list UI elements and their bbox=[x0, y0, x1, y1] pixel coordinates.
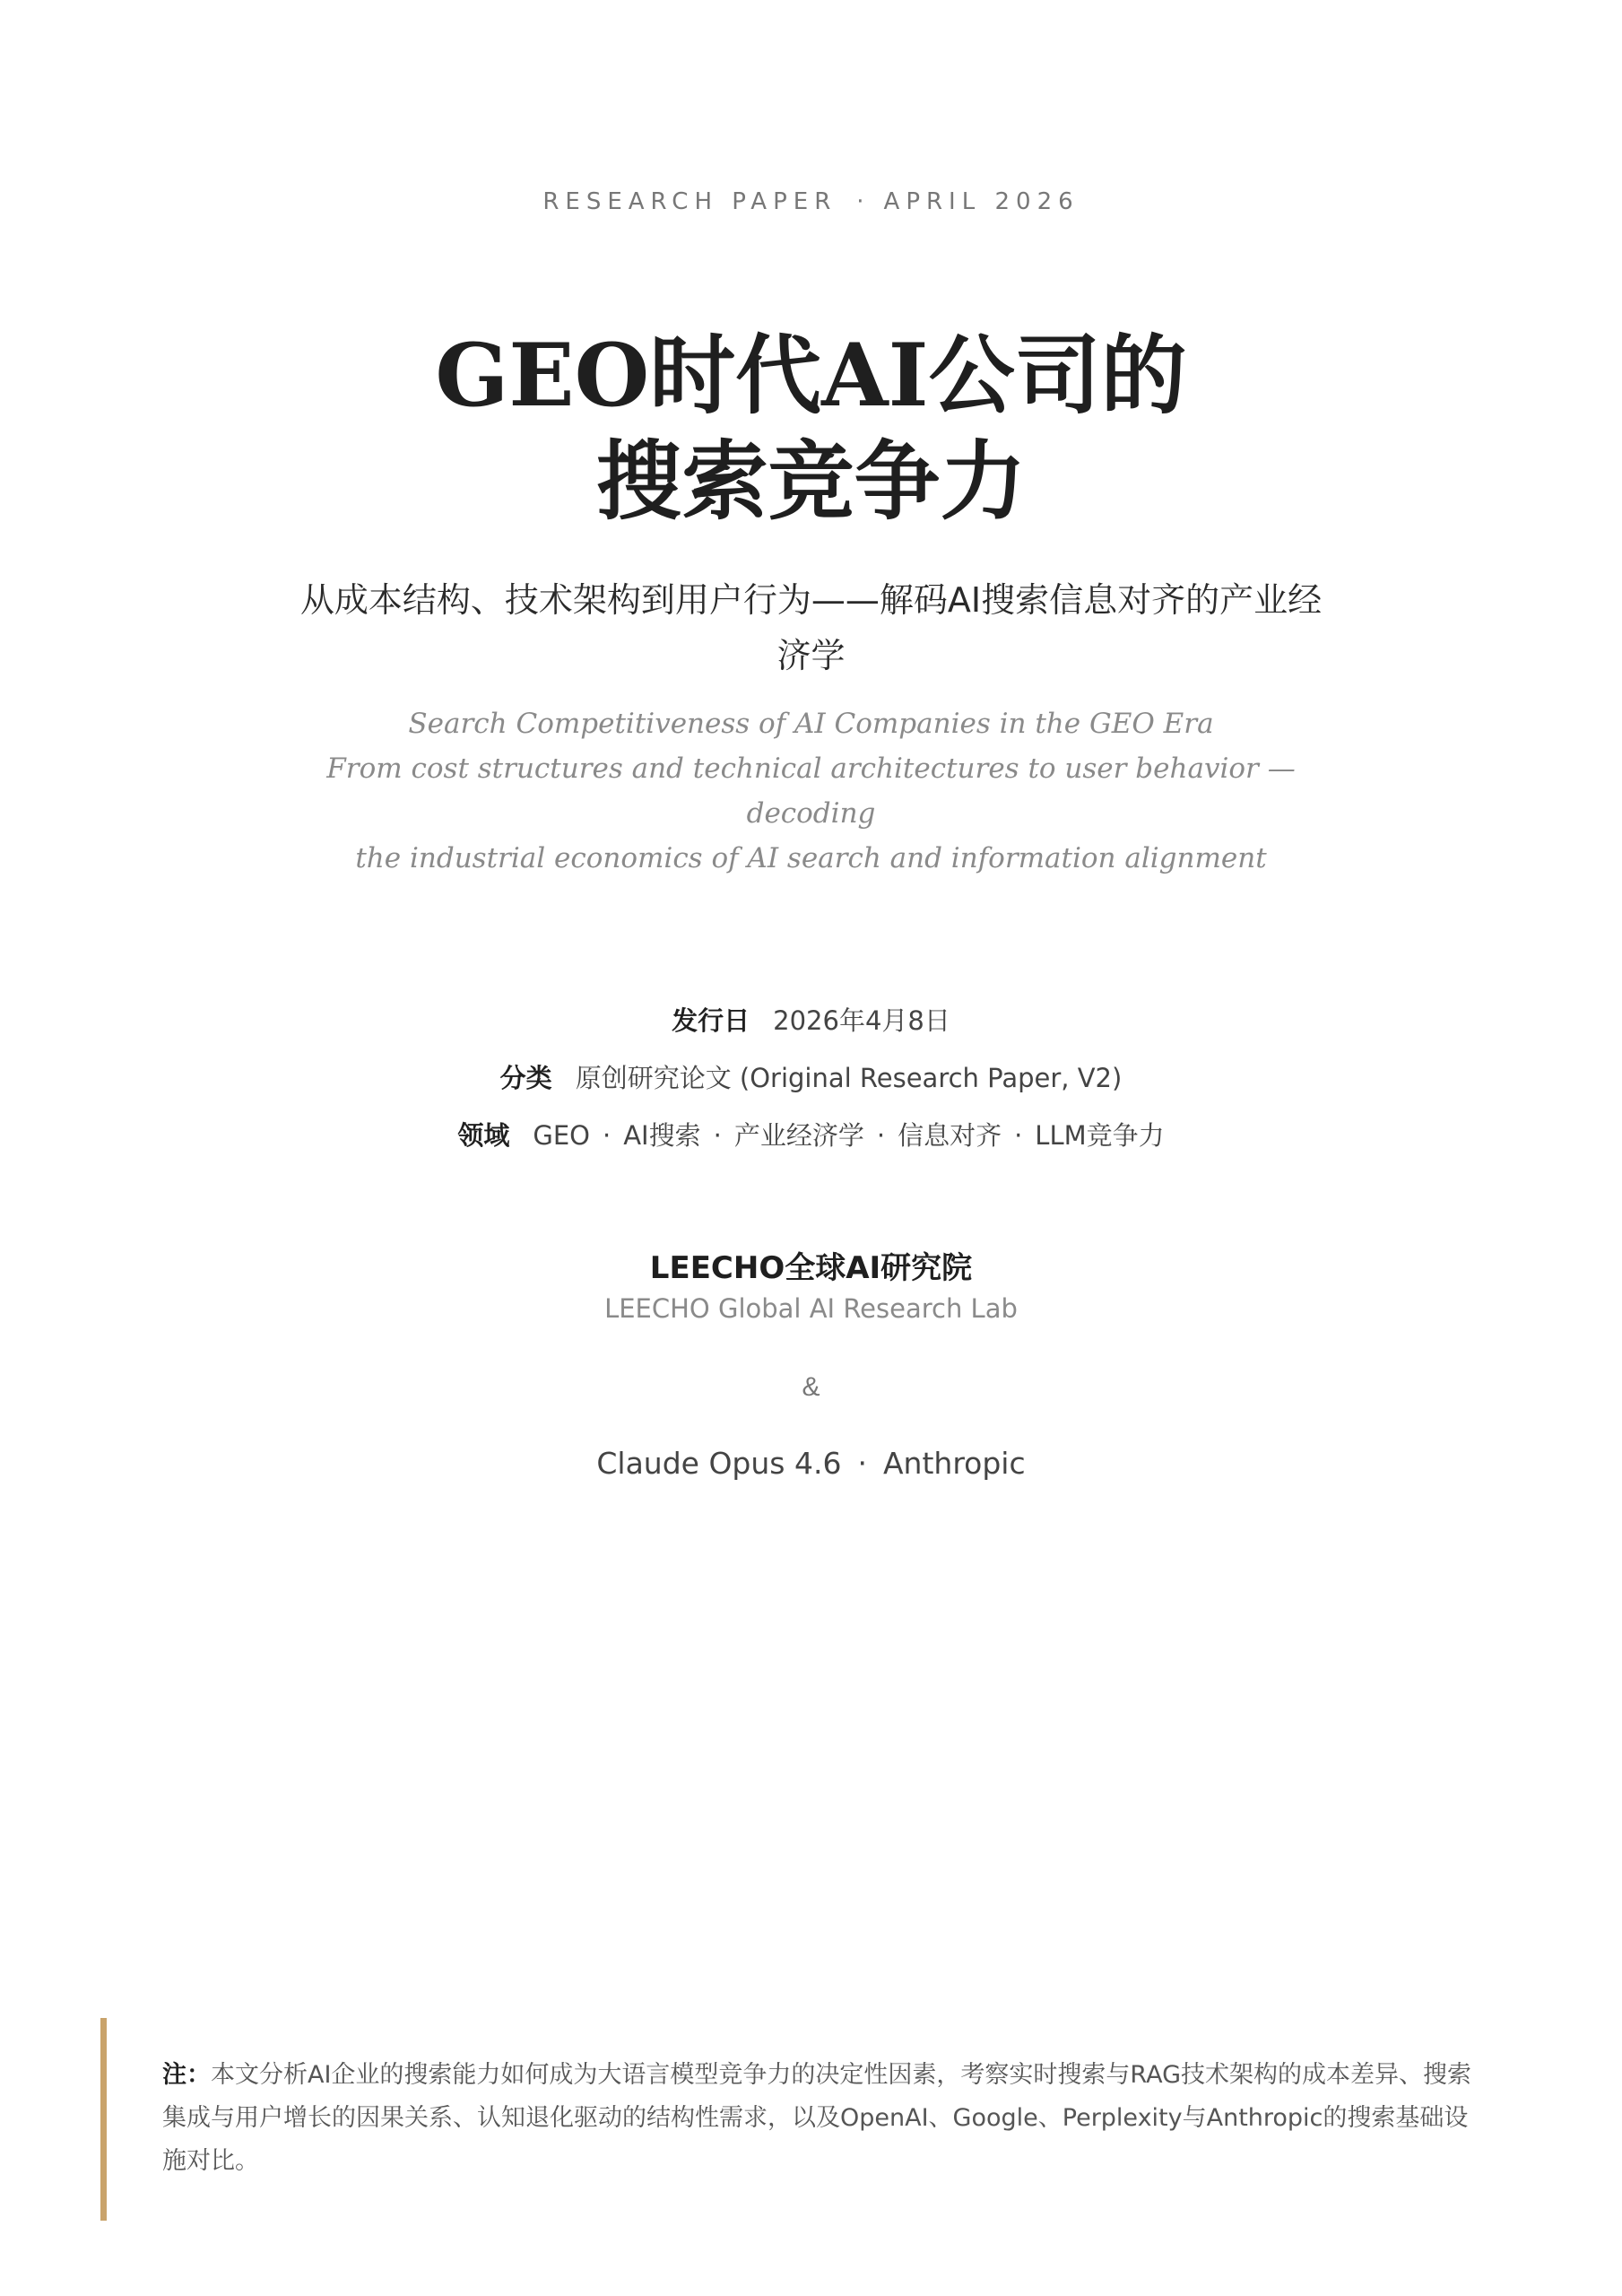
partner-company: Anthropic bbox=[882, 1446, 1026, 1481]
meta-field-values bbox=[533, 1120, 1164, 1151]
meta-date-label: 发行日 bbox=[672, 1005, 750, 1036]
field-tag: LLM竞争力 bbox=[1035, 1120, 1165, 1151]
field-separator: · bbox=[876, 1120, 886, 1151]
page-title bbox=[0, 323, 1622, 535]
organization-name-en: LEECHO Global AI Research Lab bbox=[604, 1293, 1018, 1324]
field-tag: GEO bbox=[533, 1120, 590, 1151]
field-tag: 信息对齐 bbox=[898, 1120, 1002, 1151]
title-line-1: GEO时代AI公司的 bbox=[435, 325, 1187, 426]
field-separator: · bbox=[602, 1120, 612, 1151]
partner-model: Claude Opus 4.6 bbox=[596, 1446, 842, 1481]
paper-date-label: APRIL 2026 bbox=[883, 188, 1080, 215]
note-label: 注： bbox=[162, 2061, 211, 2089]
english-subtitle-line-3: the industrial economics of AI search and information alignment bbox=[355, 842, 1267, 874]
chinese-subtitle: 从成本结构、技术架构到用户行为——解码AI搜索信息对齐的产业经济学 bbox=[299, 580, 1323, 675]
meta-category-label: 分类 bbox=[499, 1063, 552, 1093]
ampersand: & bbox=[802, 1372, 820, 1402]
english-subtitle-line-1: Search Competitiveness of AI Companies in the GEO Era bbox=[408, 708, 1214, 740]
paper-type-header bbox=[0, 188, 1622, 215]
organization-name-zh: LEECHO全球AI研究院 bbox=[649, 1250, 973, 1286]
field-tag: AI搜索 bbox=[623, 1120, 701, 1151]
note-block bbox=[100, 2018, 1472, 2221]
field-separator: · bbox=[1014, 1120, 1023, 1151]
note-text bbox=[162, 2054, 1472, 2183]
paper-metadata bbox=[0, 992, 1622, 1164]
partner-separator: · bbox=[857, 1446, 867, 1481]
title-line-2: 搜索竞争力 bbox=[595, 430, 1027, 532]
paper-type-label: RESEARCH PAPER bbox=[542, 188, 837, 215]
meta-date-value: 2026年4月8日 bbox=[773, 1005, 950, 1036]
meta-date-row bbox=[0, 992, 1622, 1049]
meta-category-value: 原创研究论文 (Original Research Paper, V2) bbox=[575, 1063, 1123, 1093]
english-subtitle-line-2: From cost structures and technical architectures to user behavior — decoding bbox=[326, 752, 1296, 830]
meta-field-label: 领域 bbox=[457, 1120, 510, 1151]
header-separator: · bbox=[856, 188, 864, 215]
meta-category-row bbox=[0, 1049, 1622, 1107]
meta-field-row bbox=[0, 1107, 1622, 1164]
note-body: 本文分析AI企业的搜索能力如何成为大语言模型竞争力的决定性因素，考察实时搜索与RAG技术架构的成本差异、搜索集成与用户增长的因果关系、认知退化驱动的结构性需求，以及OpenAI、Google、Perplexity与Anthropic的搜索基础设施对比。 bbox=[162, 2061, 1472, 2175]
field-tag: 产业经济学 bbox=[733, 1120, 864, 1151]
partner-credit bbox=[0, 1446, 1622, 1481]
field-separator: · bbox=[713, 1120, 722, 1151]
english-subtitle bbox=[269, 701, 1353, 881]
